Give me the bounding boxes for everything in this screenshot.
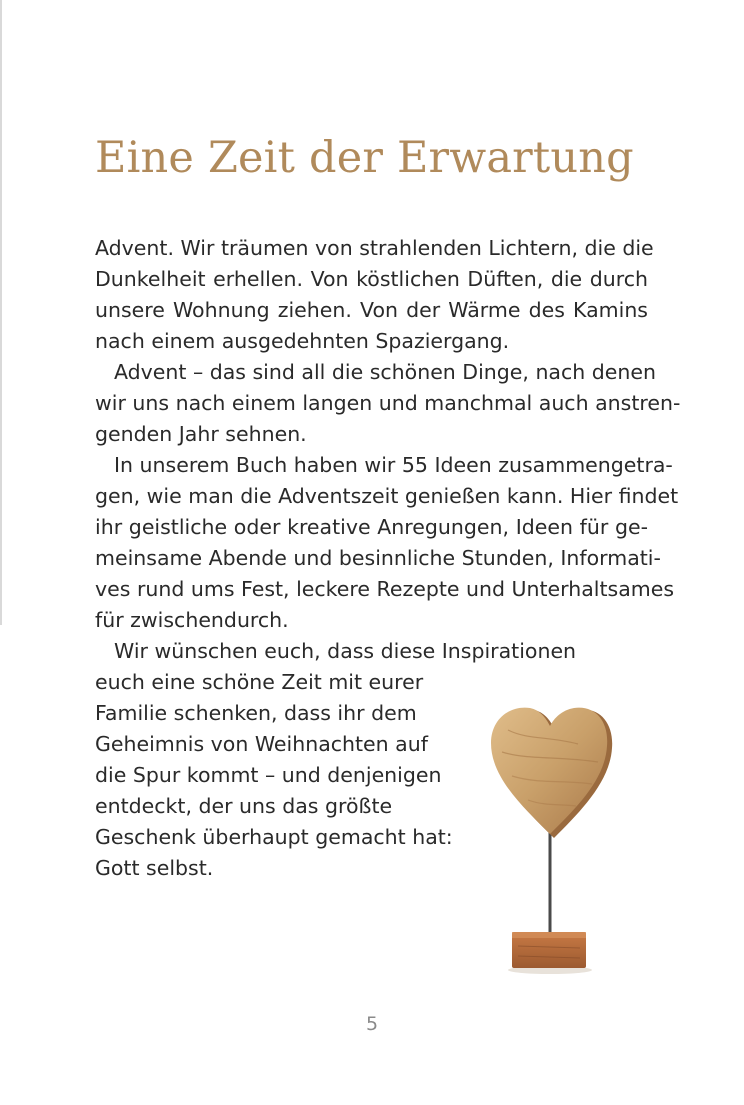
page-number: 5 [365, 1013, 379, 1035]
page-edge-line [0, 0, 2, 625]
text-line: unsere Wohnung ziehen. Von der Wärme des Kamins [95, 298, 648, 322]
text-line: Gott selbst. [95, 856, 214, 880]
text-line: nach einem ausgedehnten Spaziergang. [95, 329, 510, 353]
text-line: die Spur kommt – und denjenigen [95, 763, 442, 787]
text-line: Familie schenken, dass ihr dem [95, 701, 417, 725]
text-line: ihr geistliche oder kreative Anregungen, Ideen für ge- [95, 515, 648, 539]
text-line: Dunkelheit erhellen. Von köstlichen Düften, die durch [95, 267, 648, 291]
text-line: euch eine schöne Zeit mit eurer [95, 670, 424, 694]
text-line: wir uns nach einem langen und manchmal auch anstren- [95, 391, 681, 415]
text-line: ves rund ums Fest, leckere Rezepte und Unterhaltsames [95, 577, 675, 601]
text-line: Advent – das sind all die schönen Dinge, nach denen [114, 360, 656, 384]
text-line: Advent. Wir träumen von strahlenden Lichtern, die die [95, 236, 654, 260]
wooden-heart-on-stand-icon [488, 700, 618, 980]
text-line: gen, wie man die Adventszeit genießen kann. Hier findet [95, 484, 679, 508]
text-line: genden Jahr sehnen. [95, 422, 307, 446]
text-line: für zwischendurch. [95, 608, 289, 632]
text-line: meinsame Abende und besinnliche Stunden, Informati- [95, 546, 661, 570]
text-line: Wir wünschen euch, dass diese Inspirationen [114, 639, 577, 663]
text-line: entdeckt, der uns das größte [95, 794, 393, 818]
text-line: In unserem Buch haben wir 55 Ideen zusammengetra- [114, 453, 673, 477]
page-title: Eine Zeit der Erwartung [95, 133, 634, 183]
text-line: Geheimnis von Weihnachten auf [95, 732, 428, 756]
text-line: Geschenk überhaupt gemacht hat: [95, 825, 453, 849]
